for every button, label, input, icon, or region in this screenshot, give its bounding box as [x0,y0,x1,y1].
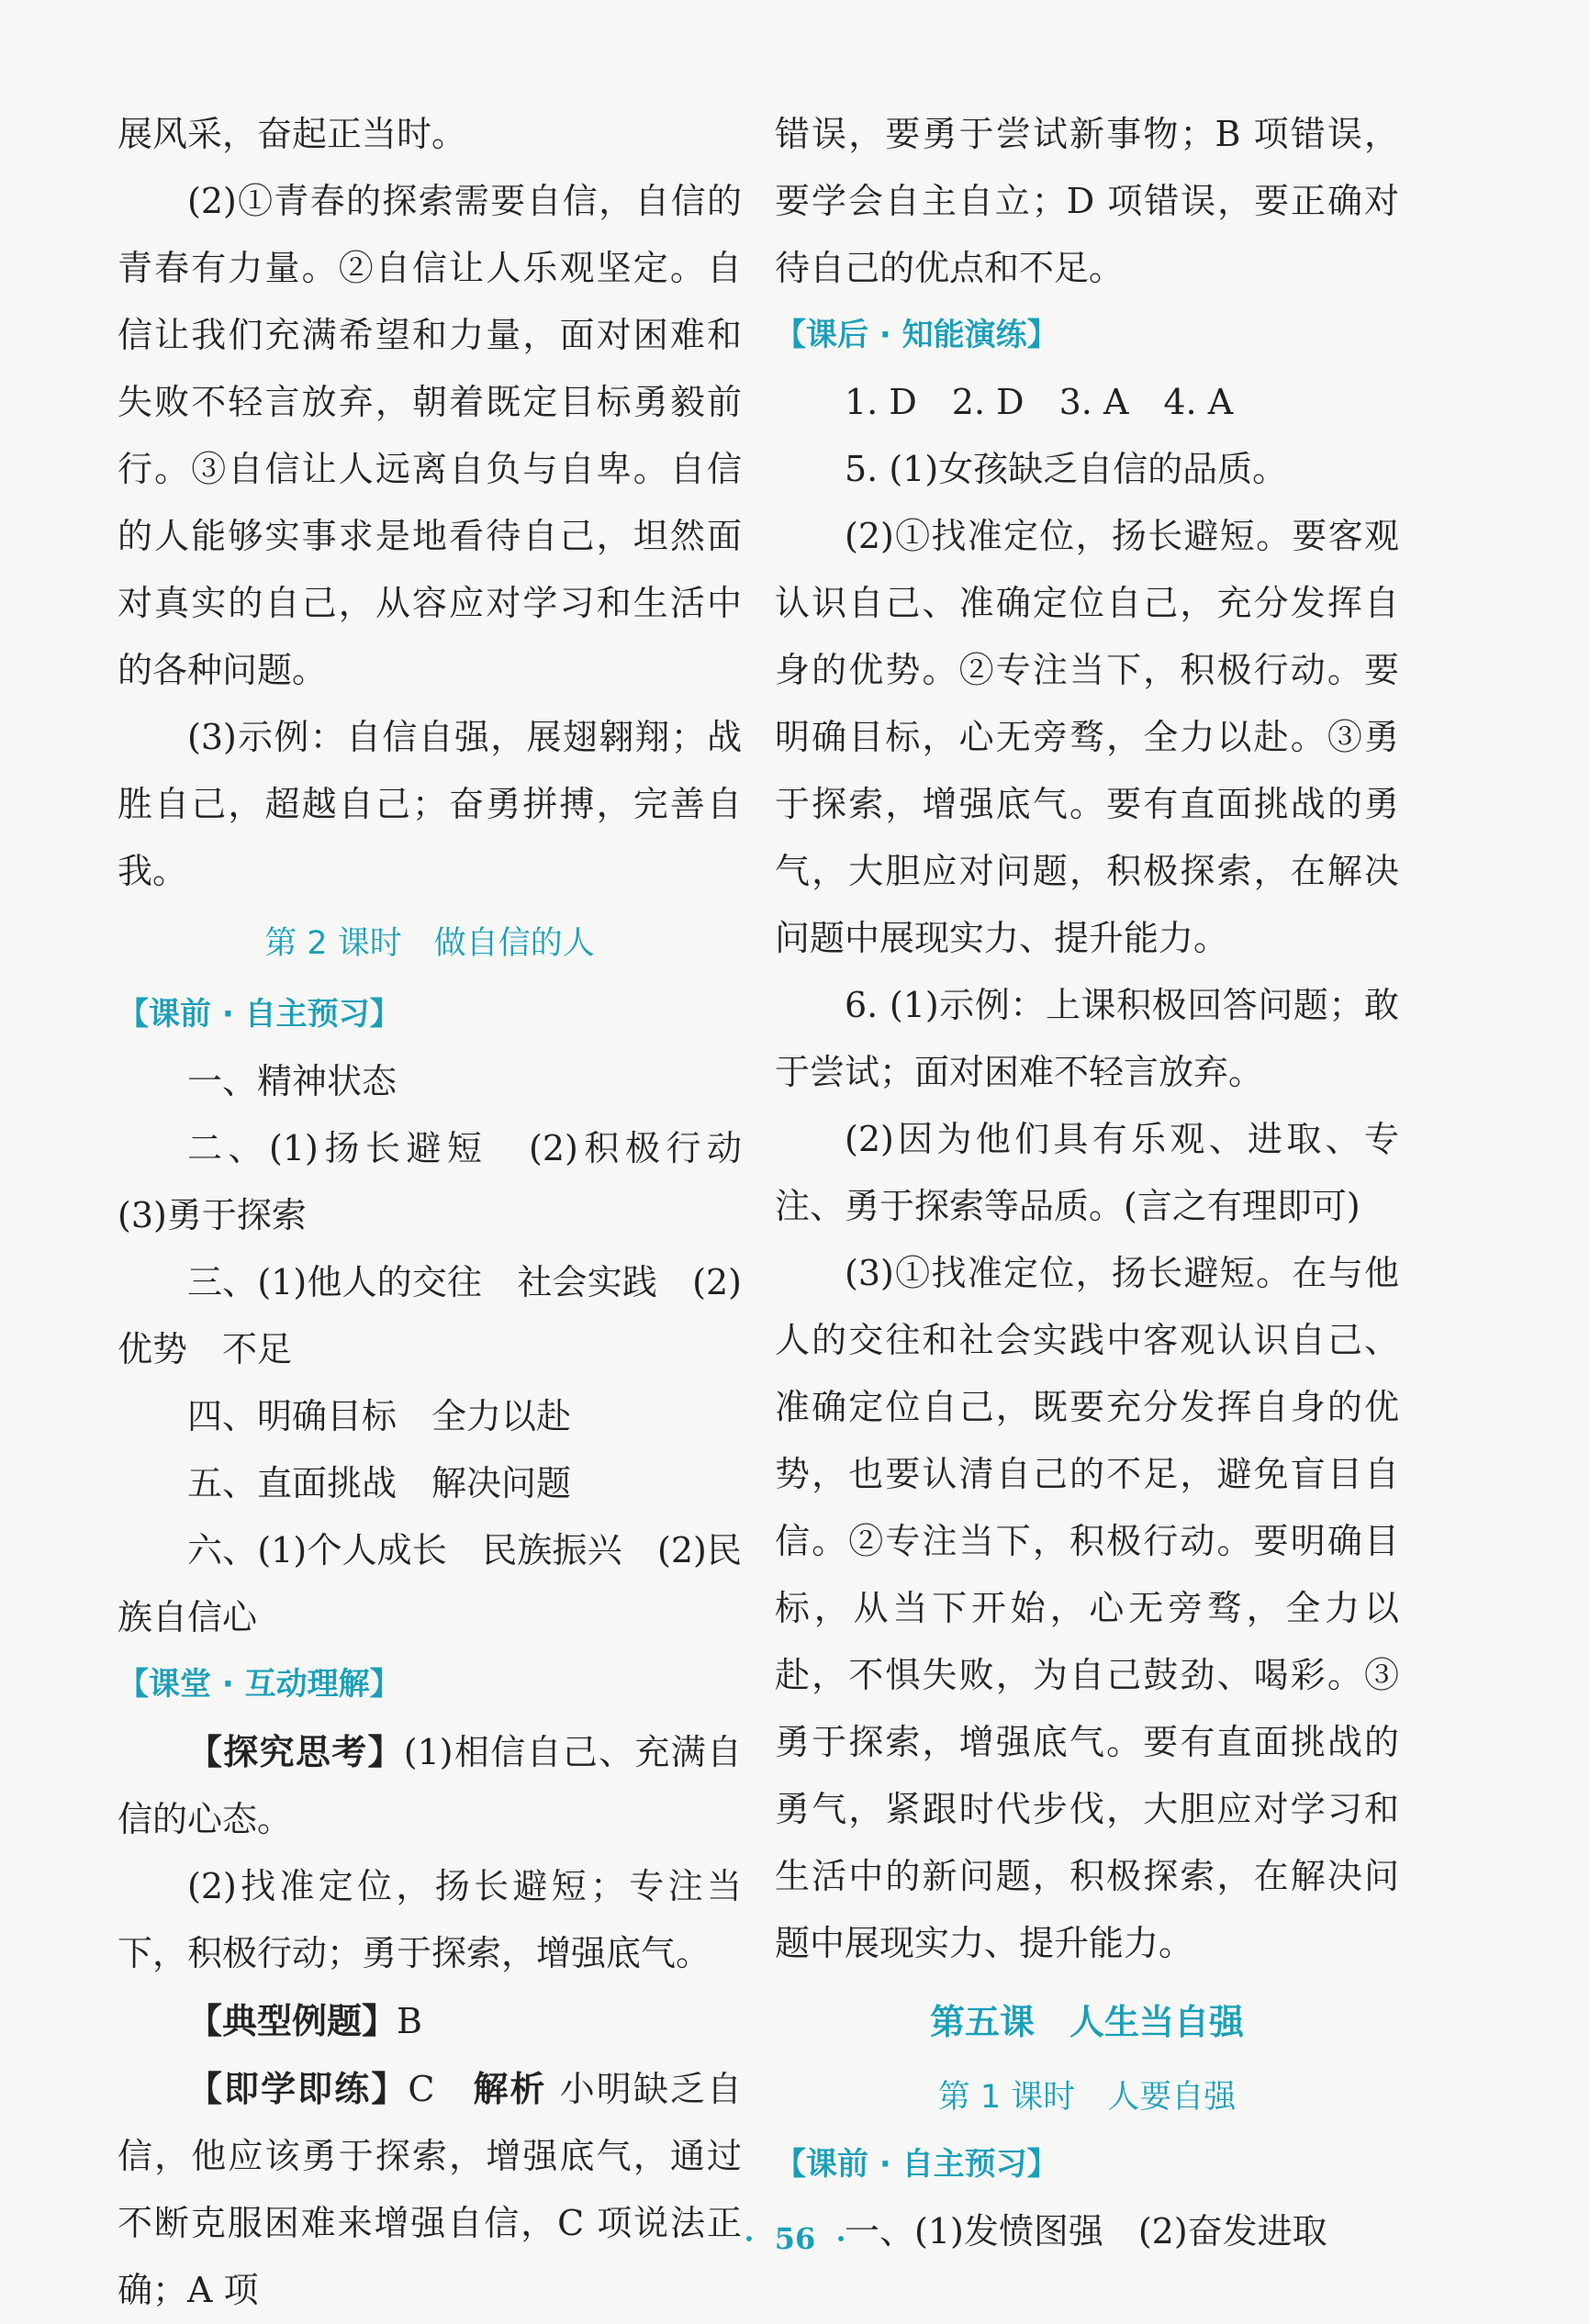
answer-line: 6. (1)示例：上课积极回答问题；敢于尝试；面对困难不轻言放弃。 [775,985,1399,1092]
paragraph: (2)①青春的探索需要自信，自信的青春有力量。②自信让人乐观坚定。自信让我们充满希望和力量，面对困难和失败不轻言放弃，朝着既定目标勇毅前行。③自信让人远离自负与自卑。自信的人能够实事求是地看待自己，坦然面对真实的自己，从容应对学习和生活中的各种问题。 [118,181,742,690]
explore-paragraph [118,1718,742,1853]
section-heading-preview: 【课前 · 自主预习】 [118,996,401,1033]
paragraph: (3)①找准定位，扬长避短。在与他人的交往和社会实践中客观认识自己、准确定位自己，既要充分发挥自身的优势，也要认清自己的不足，避免盲目自信。②专注当下，积极行动。要明确目标，从当下开始，心无旁骛，全力以赴，不惧失败，为自己鼓劲、喝彩。③勇于探索，增强底气。要有直面挑战的勇气，紧跟时代步伐，大胆应对学习和生活中的新问题，积极探索，在解决问题中展现实力、提升能力。 [775,1253,1399,1963]
explore-label: 【探究思考】 [187,1731,404,1772]
example-answer: B [397,2001,422,2041]
section-heading-class: 【课堂 · 互动理解】 [118,1666,401,1703]
practice-paragraph [118,2055,742,2324]
answer-line: 六、(1)个人成长 民族振兴 (2)民族自信心 [118,1530,742,1637]
page-number: · 56 · [744,2221,846,2256]
example-paragraph [118,1987,742,2055]
answer-line: 5. (1)女孩缺乏自信的品质。 [845,449,1288,489]
page-number-value: 56 [774,2221,816,2256]
lesson-title: 第 2 课时 做自信的人 [264,925,595,962]
answer-line: 二、(1)扬长避短 (2)积极行动 (3)勇于探索 [118,1128,778,1235]
practice-answer: C [408,2069,435,2109]
answer-line: 一、精神状态 [187,1061,398,1101]
section-heading-preview: 【课前 · 自主预习】 [775,2146,1058,2183]
answer-line: 三、(1)他人的交往 社会实践 (2)优势 不足 [118,1262,742,1369]
paragraph: (3)示例：自信自强，展翅翱翔；战胜自己，超越自己；奋勇拼搏，完善自我。 [118,717,742,891]
lesson-title: 第 1 课时 人要自强 [937,2079,1237,2116]
paragraph: 展风采，奋起正当时。 [118,114,467,154]
paragraph: (2)找准定位，扬长避短；专注当下，积极行动；勇于探索，增强底气。 [118,1866,742,1973]
analysis-text: 小明缺乏自信，他应该勇于探索，增强底气，通过不断克服困难来增强自信，C 项说法正确；A 项 [118,2069,742,2310]
answer-line: 五、直面挑战 解决问题 [187,1463,572,1503]
left-column [118,101,778,2324]
paragraph: 错误，要勇于尝试新事物；B 项错误，要学会自主自立；D 项错误，要正确对待自己的优点和不足。 [775,114,1399,288]
unit-title: 第五课 人生当自强 [929,2001,1244,2042]
answer-line: 一、(1)发愤图强 (2)奋发进取 [845,2211,1327,2251]
example-label: 【典型例题】 [187,2000,398,2041]
answer-line: 四、明确目标 全力以赴 [187,1396,572,1436]
paragraph: (2)①找准定位，扬长避短。要客观认识自己、准确定位自己，充分发挥自身的优势。②专注当下，积极行动。要明确目标，心无旁骛，全力以赴。③勇于探索，增强底气。要有直面挑战的勇气，大胆应对问题，积极探索，在解决问题中展现实力、提升能力。 [775,516,1399,958]
paragraph: (2)因为他们具有乐观、进取、专注、勇于探索等品质。(言之有理即可) [775,1119,1399,1226]
practice-label: 【即学即练】 [187,2068,409,2109]
answer-line: 1. D 2. D 3. A 4. A [845,382,1234,422]
section-heading-after: 【课后 · 知能演练】 [775,317,1058,353]
right-column [775,101,1399,2265]
explore-text: (1)相信自己、充满自信的心态。 [118,1732,742,1839]
analysis-label: 解析 [473,2068,547,2109]
